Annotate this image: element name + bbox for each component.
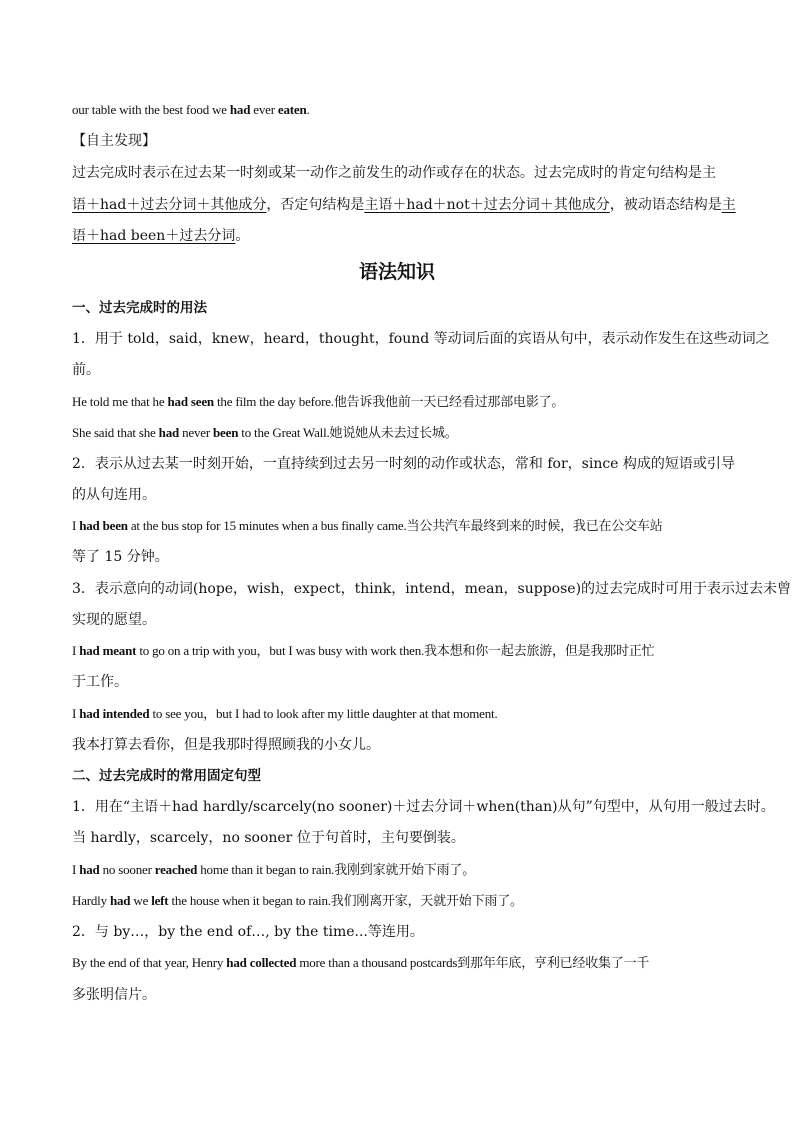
discover-heading: 【自主发现】 [72, 133, 156, 149]
pattern-1-line-1: 1．用在“主语＋had hardly/scarcely(no sooner)＋过去分词＋when(than)从句”句型中，从句用一般过去时。 [72, 799, 775, 815]
example-sentence-continuation: 于工作。 [72, 674, 128, 690]
rule-2-line-1: 2．表示从过去某一时刻开始，一直持续到过去另一时刻的动作或状态，常和 for，since 构成的短语或引导 [72, 456, 735, 472]
bold-term: left [151, 893, 169, 908]
text-run: She said that she [72, 425, 159, 440]
underlined-structure: 语＋had been＋过去分词 [72, 228, 236, 244]
example-sentence [72, 423, 458, 443]
example-sentence [72, 516, 663, 536]
rule-1-line-1: 1．用于 told，said，knew，heard，thought，found 等动词后面的宾语从句中，表示动作发生在这些动词之 [72, 331, 770, 347]
bold-term: eaten [277, 102, 307, 117]
bold-term: had [158, 425, 180, 440]
section-1-heading: 一、过去完成时的用法 [72, 300, 207, 316]
bold-term: had [229, 102, 251, 117]
example-sentence [72, 704, 498, 724]
section-2-heading: 二、过去完成时的常用固定句型 [72, 768, 261, 784]
bold-term: had [109, 893, 131, 908]
discover-text-line-2 [72, 195, 736, 215]
text-run: at the bus stop for 15 minutes when a bus finally came.当公共汽车最终到来的时候，我已在公交车站 [127, 518, 663, 533]
rule-1-line-2: 前。 [72, 362, 100, 378]
text-run: ever [250, 102, 278, 117]
example-sentence [72, 641, 654, 661]
discover-text-line-3 [72, 226, 249, 246]
bold-term: had seen [167, 394, 214, 409]
bold-term: had collected [226, 955, 297, 970]
example-sentence [72, 953, 649, 973]
text-run: home than it began to rain.我刚到家就开始下雨了。 [197, 862, 475, 877]
example-translation: 我本打算去看你，但是我那时得照顾我的小女儿。 [72, 737, 380, 753]
underlined-structure: 主 [721, 197, 736, 213]
underlined-structure: 主语＋had＋not＋过去分词＋其他成分 [364, 197, 610, 213]
rule-3-line-2: 实现的愿望。 [72, 612, 156, 628]
text-run: I [72, 518, 80, 533]
example-sentence-continuation: 多张明信片。 [72, 987, 156, 1003]
text-run: By the end of that year, Henry [72, 955, 227, 970]
text-run: our table with the best food we [72, 102, 230, 117]
bold-term: had intended [79, 706, 150, 721]
section-title: 语法知识 [358, 261, 435, 283]
example-sentence [72, 860, 475, 880]
text-run: never [179, 425, 214, 440]
text-run: no sooner [99, 862, 155, 877]
text-run: more than a thousand postcards到那年年底，亨利已经收集了一千 [296, 955, 650, 970]
example-sentence [72, 392, 564, 412]
pattern-1-line-2: 当 hardly，scarcely，no sooner 位于句首时，主句要倒装。 [72, 830, 465, 846]
text-run: to see you，but I had to look after my little daughter at that moment. [149, 706, 498, 721]
bold-term: reached [154, 862, 198, 877]
bold-term: had been [79, 518, 128, 533]
underlined-structure: 语＋had＋过去分词＋其他成分 [72, 197, 267, 213]
bold-term: had [79, 862, 100, 877]
text-run: I [72, 643, 80, 658]
text-run: we [130, 893, 152, 908]
text-run: to go on a trip with you，but I was busy with work then.我本想和你一起去旅游，但是我那时正忙 [136, 643, 655, 658]
text-run: ，否定句结构是 [266, 197, 365, 213]
pattern-2-line-1: 2．与 by…，by the end of…, by the time...等连用。 [72, 924, 424, 940]
bold-term: had meant [79, 643, 137, 658]
bold-term: been [213, 425, 239, 440]
intro-continuation-line [72, 100, 310, 120]
text-run: He told me that he [72, 394, 168, 409]
text-run: ，被动语态结构是 [609, 197, 722, 213]
example-sentence [72, 891, 523, 911]
text-run: I [72, 862, 80, 877]
rule-3-line-1: 3．表示意向的动词(hope，wish，expect，think，intend，mean，suppose)的过去完成时可用于表示过去未曾 [72, 581, 792, 597]
text-run: 。 [235, 228, 250, 244]
discover-text-line-1: 过去完成时表示在过去某一时刻或某一动作之前发生的动作或存在的状态。过去完成时的肯定句结构是主 [72, 165, 716, 181]
example-sentence-continuation: 等了 15 分钟。 [72, 549, 169, 565]
text-run: to the Great Wall.她说她从未去过长城。 [238, 425, 458, 440]
text-run: . [306, 102, 310, 117]
text-run: Hardly [72, 893, 110, 908]
text-run: I [72, 706, 80, 721]
rule-2-line-2: 的从句连用。 [72, 487, 156, 503]
text-run: the film the day before.他告诉我他前一天已经看过那部电影了。 [213, 394, 565, 409]
text-run: the house when it began to rain.我们刚离开家，天就开始下雨了。 [168, 893, 523, 908]
